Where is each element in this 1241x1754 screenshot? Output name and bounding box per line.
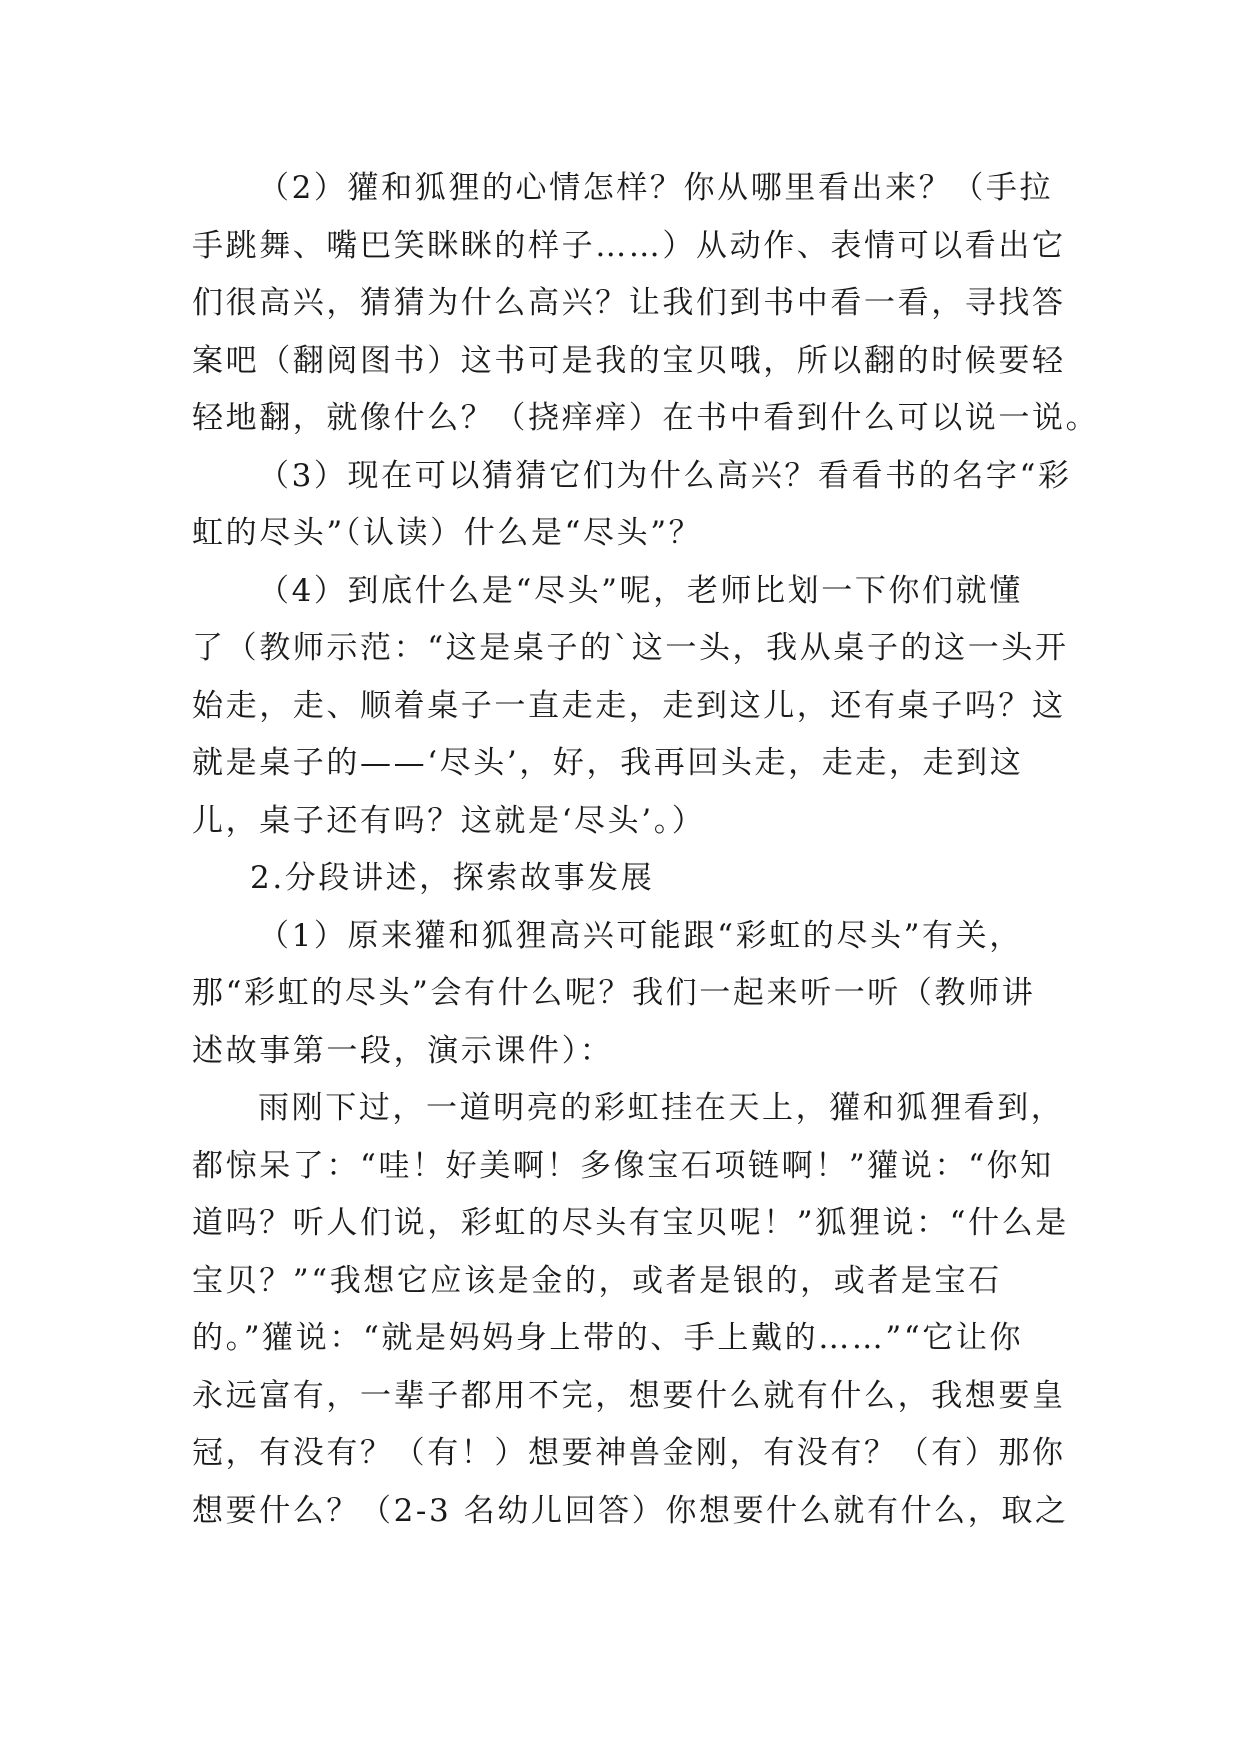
text-line: 宝贝？”“我想它应该是金的，或者是银的，或者是宝石 — [192, 1262, 1002, 1299]
text-line: 想要什么？（2-3 名幼儿回答）你想要什么就有什么，取之 — [192, 1492, 1069, 1529]
text-line: 手跳舞、嘴巴笑眯眯的样子……）从动作、表情可以看出它 — [192, 227, 1066, 264]
text-line: 雨刚下过，一道明亮的彩虹挂在天上，獾和狐狸看到， — [258, 1090, 1065, 1126]
body-text — [192, 160, 1100, 1540]
section-heading: 2.分段讲述，探索故事发展 — [250, 860, 655, 896]
text-line: 那“彩虹的尽头”会有什么呢？我们一起来听一听（教师讲 — [192, 975, 1036, 1011]
text-line: 们很高兴，猜猜为什么高兴？让我们到书中看一看，寻找答 — [192, 285, 1066, 321]
text-line: 就是桌子的——‘尽头’，好，我再回头走，走走，走到这 — [192, 745, 1024, 781]
text-line: 儿，桌子还有吗？这就是‘尽头’。） — [192, 802, 706, 839]
text-line: 道吗？听人们说，彩虹的尽头有宝贝呢！”狐狸说：“什么是 — [192, 1205, 1069, 1241]
text-line: 的。”獾说：“就是妈妈身上带的、手上戴的……”“它让你 — [192, 1320, 1024, 1356]
text-line: 永远富有，一辈子都用不完，想要什么就有什么，我想要皇 — [192, 1377, 1066, 1414]
text-line: 始走，走、顺着桌子一直走走，走到这儿，还有桌子吗？这 — [192, 687, 1066, 724]
text-line: 虹的尽头”（认读）什么是“尽头”？ — [192, 515, 703, 551]
text-line: 述故事第一段，演示课件）： — [192, 1032, 614, 1069]
text-line: （4）到底什么是“尽头”呢，老师比划一下你们就懂 — [258, 572, 1023, 609]
text-line: 都惊呆了：“哇！好美啊！多像宝石项链啊！”獾说：“你知 — [192, 1147, 1054, 1184]
text-line: （2）獾和狐狸的心情怎样？你从哪里看出来？（手拉 — [258, 170, 1054, 206]
text-line: 案吧（翻阅图书）这书可是我的宝贝哦，所以翻的时候要轻 — [192, 342, 1066, 379]
text-line: 了（教师示范：“这是桌子的`这一头，我从桌子的这一头开 — [192, 630, 1069, 666]
text-line: 轻地翻，就像什么？（挠痒痒）在书中看到什么可以说一说。 — [192, 400, 1100, 436]
text-line: （1）原来獾和狐狸高兴可能跟“彩虹的尽头”有关， — [258, 917, 1023, 954]
text-line: 冠，有没有？（有！）想要神兽金刚，有没有？（有）那你 — [192, 1435, 1066, 1471]
text-line: （3）现在可以猜猜它们为什么高兴？看看书的名字“彩 — [258, 457, 1072, 494]
